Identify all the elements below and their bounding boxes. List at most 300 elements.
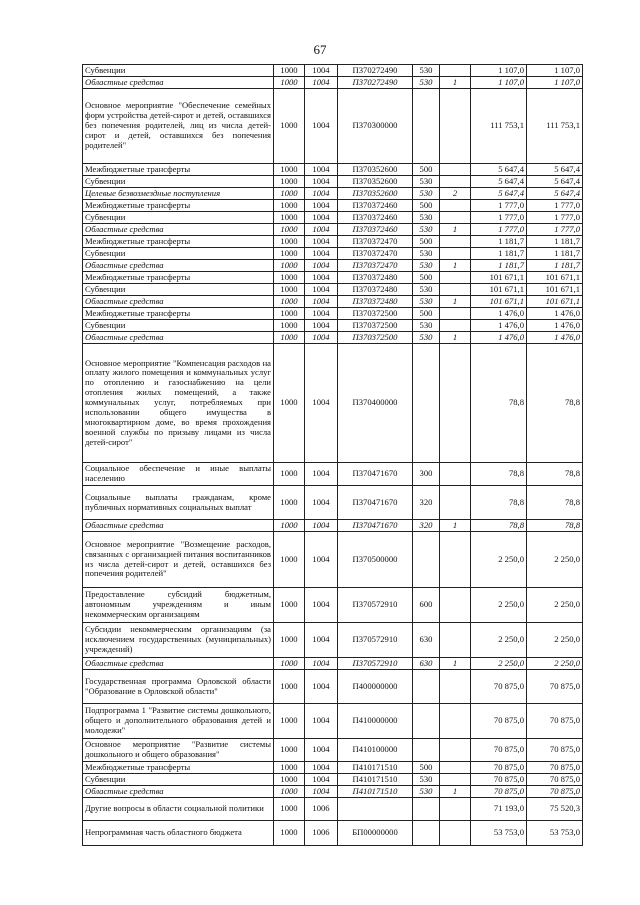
cell-amount-year2: 70 875,0 (527, 670, 583, 704)
cell-expense-type: 500 (413, 762, 440, 774)
cell-amount-year2: 2 250,0 (527, 532, 583, 588)
cell-section: 1000 (274, 739, 305, 762)
cell-subsection: 1004 (305, 248, 338, 260)
cell-funding-source (440, 463, 471, 486)
table-row (83, 77, 583, 89)
cell-expense-type: 630 (413, 623, 440, 658)
cell-funding-source (440, 176, 471, 188)
cell-subsection: 1004 (305, 670, 338, 704)
cell-target-article: П410171510 (338, 762, 413, 774)
cell-funding-source: 2 (440, 188, 471, 200)
cell-section: 1000 (274, 486, 305, 520)
cell-expense-type: 530 (413, 77, 440, 89)
cell-funding-source (440, 200, 471, 212)
cell-section: 1000 (274, 212, 305, 224)
cell-target-article: П410000000 (338, 704, 413, 739)
cell-funding-source (440, 486, 471, 520)
cell-target-article: П370372500 (338, 332, 413, 344)
row-name: Областные средства (83, 332, 274, 344)
cell-funding-source (440, 248, 471, 260)
cell-subsection: 1004 (305, 344, 338, 463)
cell-expense-type: 320 (413, 486, 440, 520)
cell-section: 1000 (274, 260, 305, 272)
cell-section: 1000 (274, 248, 305, 260)
cell-subsection: 1004 (305, 284, 338, 296)
row-name: Областные средства (83, 520, 274, 532)
cell-section: 1000 (274, 164, 305, 176)
page-number: 67 (313, 42, 327, 57)
table-row (83, 224, 583, 236)
cell-amount-year2: 5 647,4 (527, 188, 583, 200)
cell-amount-year1: 101 671,1 (471, 272, 527, 284)
cell-amount-year2: 101 671,1 (527, 296, 583, 308)
cell-funding-source: 1 (440, 224, 471, 236)
cell-funding-source (440, 272, 471, 284)
cell-amount-year2: 5 647,4 (527, 164, 583, 176)
row-name: Областные средства (83, 224, 274, 236)
cell-subsection: 1004 (305, 272, 338, 284)
cell-amount-year2: 78,8 (527, 520, 583, 532)
cell-target-article: П370471670 (338, 520, 413, 532)
row-name: Субвенции (83, 176, 274, 188)
cell-funding-source (440, 308, 471, 320)
cell-target-article: П370352600 (338, 164, 413, 176)
cell-funding-source (440, 588, 471, 623)
row-name: Межбюджетные трансферты (83, 272, 274, 284)
cell-subsection: 1004 (305, 532, 338, 588)
table-row (83, 463, 583, 486)
table-row (83, 296, 583, 308)
cell-section: 1000 (274, 65, 305, 77)
cell-amount-year1: 1 476,0 (471, 308, 527, 320)
cell-amount-year2: 111 753,1 (527, 89, 583, 164)
table-row (83, 786, 583, 798)
cell-amount-year2: 1 107,0 (527, 65, 583, 77)
cell-amount-year2: 70 875,0 (527, 786, 583, 798)
cell-section: 1000 (274, 308, 305, 320)
table-row (83, 486, 583, 520)
cell-amount-year1: 1 107,0 (471, 77, 527, 89)
cell-subsection: 1004 (305, 786, 338, 798)
cell-target-article (338, 798, 413, 821)
cell-section: 1000 (274, 463, 305, 486)
cell-amount-year2: 1 777,0 (527, 224, 583, 236)
cell-expense-type: 530 (413, 65, 440, 77)
cell-funding-source: 1 (440, 786, 471, 798)
cell-target-article: П410171510 (338, 774, 413, 786)
row-name: Другие вопросы в области социальной политики (83, 798, 274, 821)
cell-amount-year2: 70 875,0 (527, 739, 583, 762)
cell-section: 1000 (274, 236, 305, 248)
table-row (83, 658, 583, 670)
cell-subsection: 1004 (305, 308, 338, 320)
row-name: Областные средства (83, 296, 274, 308)
cell-expense-type: 530 (413, 212, 440, 224)
cell-expense-type: 530 (413, 332, 440, 344)
cell-amount-year1: 1 777,0 (471, 200, 527, 212)
row-name: Межбюджетные трансферты (83, 308, 274, 320)
cell-section: 1000 (274, 520, 305, 532)
cell-target-article: П370352600 (338, 176, 413, 188)
row-name: Межбюджетные трансферты (83, 164, 274, 176)
table-row (83, 798, 583, 821)
cell-subsection: 1004 (305, 200, 338, 212)
cell-subsection: 1004 (305, 658, 338, 670)
budget-table-body (83, 65, 583, 846)
cell-subsection: 1004 (305, 588, 338, 623)
cell-expense-type (413, 344, 440, 463)
row-name: Субсидии некоммерческим организациям (за исключением государственных (муниципальных) учреждений) (83, 623, 274, 658)
cell-amount-year2: 78,8 (527, 463, 583, 486)
cell-section: 1000 (274, 588, 305, 623)
cell-subsection: 1004 (305, 89, 338, 164)
cell-amount-year1: 70 875,0 (471, 670, 527, 704)
cell-amount-year2: 70 875,0 (527, 704, 583, 739)
cell-subsection: 1004 (305, 188, 338, 200)
cell-amount-year1: 78,8 (471, 344, 527, 463)
cell-target-article: П370352600 (338, 188, 413, 200)
cell-expense-type (413, 821, 440, 846)
cell-target-article: П370372500 (338, 320, 413, 332)
cell-amount-year1: 78,8 (471, 463, 527, 486)
row-name: Областные средства (83, 260, 274, 272)
cell-expense-type (413, 704, 440, 739)
cell-amount-year1: 1 777,0 (471, 212, 527, 224)
cell-target-article: П400000000 (338, 670, 413, 704)
table-row (83, 332, 583, 344)
cell-funding-source (440, 532, 471, 588)
cell-section: 1000 (274, 704, 305, 739)
cell-expense-type: 500 (413, 308, 440, 320)
table-row (83, 704, 583, 739)
cell-amount-year2: 1 777,0 (527, 212, 583, 224)
cell-subsection: 1004 (305, 704, 338, 739)
cell-funding-source (440, 623, 471, 658)
cell-amount-year2: 1 181,7 (527, 236, 583, 248)
cell-amount-year2: 75 520,3 (527, 798, 583, 821)
cell-target-article: П370372480 (338, 296, 413, 308)
cell-funding-source (440, 164, 471, 176)
cell-expense-type (413, 739, 440, 762)
cell-section: 1000 (274, 798, 305, 821)
cell-subsection: 1004 (305, 176, 338, 188)
row-name: Целевые безвозмездные поступления (83, 188, 274, 200)
cell-target-article: П370272490 (338, 65, 413, 77)
table-row (83, 248, 583, 260)
cell-amount-year2: 1 476,0 (527, 308, 583, 320)
cell-amount-year1: 78,8 (471, 520, 527, 532)
cell-funding-source: 1 (440, 520, 471, 532)
table-row (83, 670, 583, 704)
cell-amount-year1: 1 181,7 (471, 236, 527, 248)
cell-expense-type (413, 532, 440, 588)
cell-section: 1000 (274, 188, 305, 200)
cell-amount-year1: 1 181,7 (471, 248, 527, 260)
cell-subsection: 1004 (305, 224, 338, 236)
cell-expense-type: 300 (413, 463, 440, 486)
cell-amount-year2: 1 777,0 (527, 200, 583, 212)
cell-target-article: БП00000000 (338, 821, 413, 846)
cell-subsection: 1006 (305, 821, 338, 846)
row-name: Субвенции (83, 320, 274, 332)
cell-funding-source (440, 320, 471, 332)
table-row (83, 212, 583, 224)
cell-funding-source: 1 (440, 77, 471, 89)
cell-subsection: 1006 (305, 798, 338, 821)
table-row (83, 821, 583, 846)
cell-target-article: П370372460 (338, 200, 413, 212)
cell-amount-year2: 78,8 (527, 344, 583, 463)
cell-funding-source (440, 762, 471, 774)
cell-amount-year1: 111 753,1 (471, 89, 527, 164)
row-name: Субвенции (83, 248, 274, 260)
cell-section: 1000 (274, 332, 305, 344)
cell-expense-type: 530 (413, 224, 440, 236)
cell-amount-year1: 71 193,0 (471, 798, 527, 821)
cell-section: 1000 (274, 670, 305, 704)
cell-section: 1000 (274, 77, 305, 89)
row-name: Субвенции (83, 65, 274, 77)
cell-amount-year2: 5 647,4 (527, 176, 583, 188)
cell-amount-year2: 1 107,0 (527, 77, 583, 89)
cell-expense-type: 530 (413, 188, 440, 200)
table-row (83, 200, 583, 212)
row-name: Непрограммная часть областного бюджета (83, 821, 274, 846)
cell-target-article: П370500000 (338, 532, 413, 588)
cell-section: 1000 (274, 296, 305, 308)
cell-target-article: П370372480 (338, 272, 413, 284)
cell-section: 1000 (274, 774, 305, 786)
table-row (83, 272, 583, 284)
cell-section: 1000 (274, 821, 305, 846)
cell-target-article: П370272490 (338, 77, 413, 89)
cell-section: 1000 (274, 320, 305, 332)
cell-amount-year1: 101 671,1 (471, 296, 527, 308)
cell-funding-source (440, 798, 471, 821)
cell-amount-year2: 2 250,0 (527, 623, 583, 658)
cell-subsection: 1004 (305, 260, 338, 272)
cell-subsection: 1004 (305, 463, 338, 486)
cell-expense-type: 530 (413, 320, 440, 332)
cell-funding-source (440, 739, 471, 762)
cell-amount-year1: 2 250,0 (471, 588, 527, 623)
cell-amount-year1: 70 875,0 (471, 762, 527, 774)
row-name: Областные средства (83, 658, 274, 670)
table-row (83, 308, 583, 320)
table-row (83, 89, 583, 164)
cell-subsection: 1004 (305, 296, 338, 308)
cell-target-article: П410171510 (338, 786, 413, 798)
cell-amount-year1: 70 875,0 (471, 786, 527, 798)
cell-funding-source: 1 (440, 296, 471, 308)
cell-target-article: П370372470 (338, 236, 413, 248)
row-name: Межбюджетные трансферты (83, 762, 274, 774)
budget-table (82, 64, 583, 846)
row-name: Субвенции (83, 212, 274, 224)
row-name: Основное мероприятие "Возмещение расходов, связанных с организацией питания воспитанников из числа детей-сирот и детей, оставшихся без попечения родителей" (83, 532, 274, 588)
table-row (83, 164, 583, 176)
cell-expense-type: 500 (413, 236, 440, 248)
table-row (83, 320, 583, 332)
cell-target-article: П370572910 (338, 623, 413, 658)
cell-amount-year1: 70 875,0 (471, 704, 527, 739)
cell-subsection: 1004 (305, 77, 338, 89)
cell-expense-type (413, 798, 440, 821)
cell-subsection: 1004 (305, 762, 338, 774)
cell-amount-year2: 1 181,7 (527, 248, 583, 260)
cell-amount-year1: 5 647,4 (471, 176, 527, 188)
cell-amount-year1: 1 777,0 (471, 224, 527, 236)
cell-funding-source (440, 821, 471, 846)
cell-target-article: П370471670 (338, 463, 413, 486)
cell-amount-year1: 1 181,7 (471, 260, 527, 272)
row-name: Основное мероприятие "Развитие системы дошкольного и общего образования" (83, 739, 274, 762)
cell-target-article: П370572910 (338, 588, 413, 623)
table-row (83, 520, 583, 532)
cell-expense-type: 630 (413, 658, 440, 670)
cell-expense-type: 600 (413, 588, 440, 623)
row-name: Межбюджетные трансферты (83, 200, 274, 212)
table-row (83, 623, 583, 658)
cell-funding-source: 1 (440, 260, 471, 272)
cell-expense-type: 530 (413, 774, 440, 786)
cell-section: 1000 (274, 658, 305, 670)
cell-expense-type: 530 (413, 248, 440, 260)
cell-section: 1000 (274, 89, 305, 164)
table-row (83, 65, 583, 77)
cell-amount-year1: 5 647,4 (471, 164, 527, 176)
cell-target-article: П370372470 (338, 248, 413, 260)
cell-amount-year2: 70 875,0 (527, 774, 583, 786)
cell-funding-source (440, 236, 471, 248)
row-name: Предоставление субсидий бюджетным, автономным учреждениям и иным некоммерческим организациям (83, 588, 274, 623)
cell-funding-source: 1 (440, 332, 471, 344)
row-name: Основное мероприятие "Компенсация расходов на оплату жилого помещения и коммунальных услуг по отоплению и газоснабжению на цели отопления жилых помещений, а также коммунальных услуг, потребляемых при использовании общего имущества в многоквартирном доме, во время прохождения военной службы по призыву лицами из числа детей-сирот" (83, 344, 274, 463)
cell-funding-source (440, 284, 471, 296)
cell-amount-year1: 70 875,0 (471, 739, 527, 762)
cell-section: 1000 (274, 200, 305, 212)
cell-section: 1000 (274, 762, 305, 774)
cell-funding-source (440, 65, 471, 77)
cell-amount-year1: 2 250,0 (471, 532, 527, 588)
cell-subsection: 1004 (305, 65, 338, 77)
cell-expense-type: 500 (413, 164, 440, 176)
cell-amount-year1: 1 476,0 (471, 320, 527, 332)
table-row (83, 176, 583, 188)
cell-target-article: П370372460 (338, 212, 413, 224)
cell-amount-year2: 101 671,1 (527, 272, 583, 284)
row-name: Подпрограмма 1 "Развитие системы дошкольного, общего и дополнительного образования детей и молодежи" (83, 704, 274, 739)
row-name: Субвенции (83, 774, 274, 786)
cell-amount-year2: 101 671,1 (527, 284, 583, 296)
cell-amount-year1: 1 107,0 (471, 65, 527, 77)
cell-funding-source: 1 (440, 658, 471, 670)
cell-target-article: П410100000 (338, 739, 413, 762)
cell-section: 1000 (274, 623, 305, 658)
row-name: Основное мероприятие "Обеспечение семейных форм устройства детей-сирот и детей, оставшихся без попечения родителей, лиц из числа детей-сирот и детей, оставшихся без попечения родителей" (83, 89, 274, 164)
cell-subsection: 1004 (305, 486, 338, 520)
cell-subsection: 1004 (305, 623, 338, 658)
cell-funding-source (440, 344, 471, 463)
table-row (83, 762, 583, 774)
cell-amount-year1: 5 647,4 (471, 188, 527, 200)
table-row (83, 236, 583, 248)
table-row (83, 188, 583, 200)
cell-target-article: П370400000 (338, 344, 413, 463)
cell-amount-year2: 70 875,0 (527, 762, 583, 774)
cell-section: 1000 (274, 272, 305, 284)
row-name: Социальное обеспечение и иные выплаты населению (83, 463, 274, 486)
cell-subsection: 1004 (305, 520, 338, 532)
cell-amount-year2: 2 250,0 (527, 588, 583, 623)
cell-amount-year1: 2 250,0 (471, 623, 527, 658)
table-row (83, 588, 583, 623)
cell-target-article: П370572910 (338, 658, 413, 670)
cell-amount-year1: 70 875,0 (471, 774, 527, 786)
cell-amount-year1: 101 671,1 (471, 284, 527, 296)
cell-expense-type: 530 (413, 284, 440, 296)
row-name: Государственная программа Орловской области "Образование в Орловской области" (83, 670, 274, 704)
cell-funding-source (440, 774, 471, 786)
cell-expense-type: 530 (413, 296, 440, 308)
table-row (83, 532, 583, 588)
cell-funding-source (440, 670, 471, 704)
cell-subsection: 1004 (305, 332, 338, 344)
cell-amount-year1: 78,8 (471, 486, 527, 520)
table-row (83, 284, 583, 296)
row-name: Социальные выплаты гражданам, кроме публичных нормативных социальных выплат (83, 486, 274, 520)
cell-amount-year1: 2 250,0 (471, 658, 527, 670)
cell-funding-source (440, 89, 471, 164)
cell-section: 1000 (274, 532, 305, 588)
cell-amount-year1: 1 476,0 (471, 332, 527, 344)
cell-section: 1000 (274, 284, 305, 296)
cell-expense-type: 500 (413, 272, 440, 284)
cell-expense-type: 530 (413, 786, 440, 798)
cell-amount-year2: 1 476,0 (527, 332, 583, 344)
cell-subsection: 1004 (305, 164, 338, 176)
cell-target-article: П370372470 (338, 260, 413, 272)
cell-subsection: 1004 (305, 320, 338, 332)
cell-subsection: 1004 (305, 774, 338, 786)
cell-section: 1000 (274, 344, 305, 463)
cell-expense-type: 530 (413, 260, 440, 272)
table-row (83, 260, 583, 272)
cell-amount-year2: 2 250,0 (527, 658, 583, 670)
cell-amount-year2: 1 476,0 (527, 320, 583, 332)
cell-section: 1000 (274, 176, 305, 188)
cell-funding-source (440, 704, 471, 739)
cell-subsection: 1004 (305, 236, 338, 248)
cell-target-article: П370372480 (338, 284, 413, 296)
cell-expense-type: 530 (413, 176, 440, 188)
row-name: Межбюджетные трансферты (83, 236, 274, 248)
cell-section: 1000 (274, 786, 305, 798)
row-name: Субвенции (83, 284, 274, 296)
cell-target-article: П370300000 (338, 89, 413, 164)
cell-expense-type (413, 670, 440, 704)
table-row (83, 739, 583, 762)
cell-target-article: П370372460 (338, 224, 413, 236)
cell-subsection: 1004 (305, 739, 338, 762)
cell-amount-year2: 1 181,7 (527, 260, 583, 272)
table-row (83, 344, 583, 463)
cell-section: 1000 (274, 224, 305, 236)
cell-expense-type: 320 (413, 520, 440, 532)
table-row (83, 774, 583, 786)
cell-expense-type (413, 89, 440, 164)
row-name: Областные средства (83, 77, 274, 89)
